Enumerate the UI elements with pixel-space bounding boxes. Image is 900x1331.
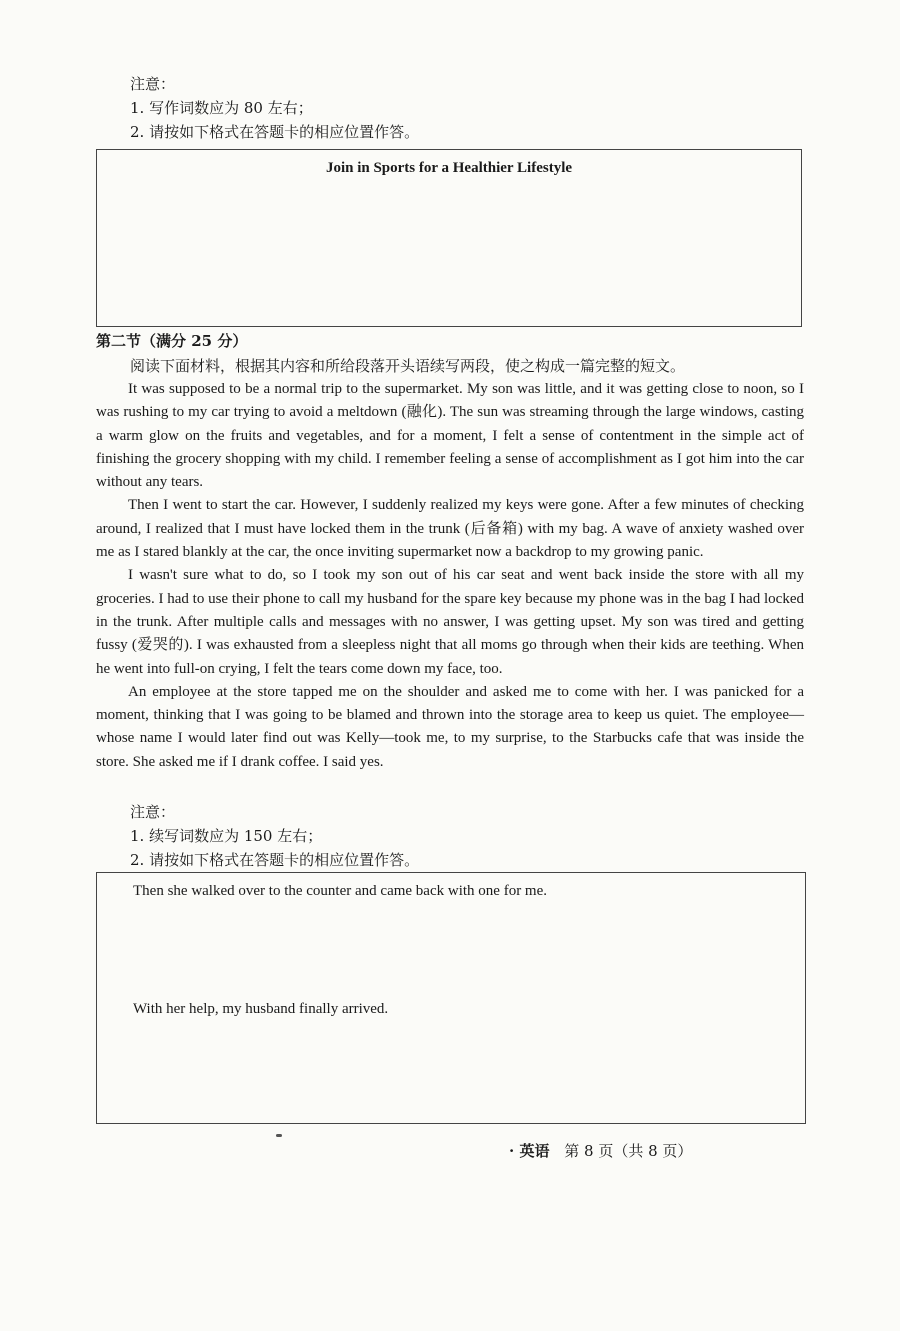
reading-passage xyxy=(96,378,804,774)
paragraph-starter-1: Then she walked over to the counter and came back with one for me. xyxy=(133,883,548,899)
note-format: 2. 请按如下格式在答题卡的相应位置作答。 xyxy=(130,123,420,141)
passage-paragraph: It was supposed to be a normal trip to the supermarket. My son was little, and it was getting close to noon, so I was rushing to my car trying to avoid a meltdown (融化). The sun was streaming through the large windows, casting a warm glow on the fruits and vegetables, and for a moment, I felt a sense of contentment in the simple act of finishing the grocery shopping with my child. I remember feeling a sense of accomplishment as I got him into the car without any tears. xyxy=(96,381,804,491)
page-footer xyxy=(509,1140,692,1161)
passage-paragraph: An employee at the store tapped me on the shoulder and asked me to come with her. I was panicked for a moment, thinking that I was going to be blamed and thrown into the storage area to keep us quiet. The employee—whose name I would later find out was Kelly—took me, to my surprise, to the Starbucks cafe that was inside the store. She asked me if I drank coffee. I said yes. xyxy=(96,683,804,770)
section-instructions: 阅读下面材料，根据其内容和所给段落开头语续写两段，使之构成一篇完整的短文。 xyxy=(130,357,686,375)
writing-notes xyxy=(130,72,419,144)
note-format: 2. 请按如下格式在答题卡的相应位置作答。 xyxy=(130,851,420,869)
continuation-notes xyxy=(130,800,419,872)
passage-paragraph: I wasn't sure what to do, so I took my son out of his car seat and went back inside the store with all my groceries. I had to use their phone to call my husband for the spare key because my phone was in the bag I had locked in the trunk. After multiple calls and messages with no answer, I was getting upset. My son was tired and getting fussy (爱哭的). I was exhausted from a sleepless night that all moms go through when their kids are teething. When he went into full-on crying, I felt the tears come down my face, too. xyxy=(96,567,804,677)
note-word-count: 1. 续写词数应为 150 左右； xyxy=(130,827,323,845)
footer-page-number: 第 8 页（共 8 页） xyxy=(564,1142,693,1160)
passage-paragraph: Then I went to start the car. However, I suddenly realized my keys were gone. After a few minutes of checking around, I realized that I must have locked them in the trunk (后备箱) with my bag. A wave of anxiety washed over me as I stared blankly at the car, the once inviting supermarket now a backdrop to my growing panic. xyxy=(96,497,804,561)
writing-answer-box xyxy=(96,149,802,327)
note-heading: 注意： xyxy=(130,803,176,821)
section-heading: 第二节（满分 25 分） xyxy=(96,332,248,350)
paragraph-starter-2: With her help, my husband finally arrived. xyxy=(133,1001,389,1017)
note-word-count: 1. 写作词数应为 80 左右； xyxy=(130,99,313,117)
writing-title: Join in Sports for a Healthier Lifestyle xyxy=(325,160,573,176)
continuation-answer-box xyxy=(96,872,806,1124)
note-heading: 注意： xyxy=(130,75,176,93)
footer-subject: · 英语 xyxy=(509,1142,550,1160)
print-speck xyxy=(276,1134,282,1137)
